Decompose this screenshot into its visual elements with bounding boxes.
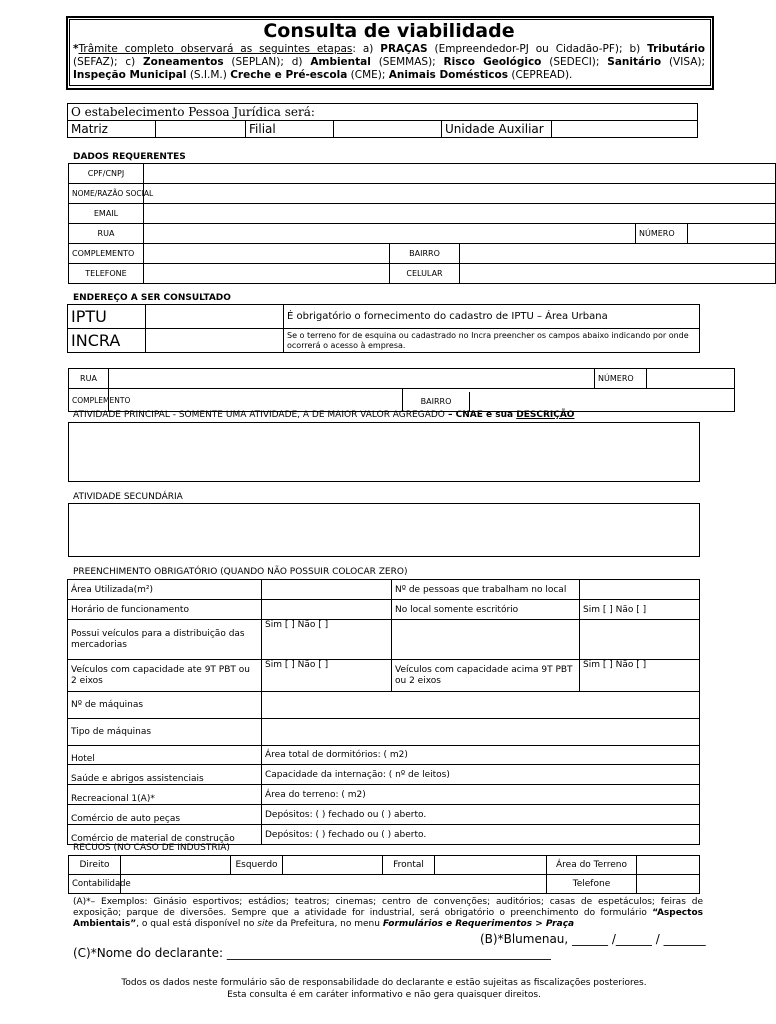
internacao-field[interactable]: Capacidade da internação: ( nº de leitos) — [262, 765, 700, 785]
section-atividade-principal — [73, 410, 574, 420]
veiculos-9t-sim-nao[interactable]: Sim [ ] Não [ ] — [262, 660, 392, 692]
area-utilizada-field[interactable] — [262, 580, 392, 600]
note-text: (SEFAZ); c) — [73, 56, 144, 68]
label-esquerdo: Esquerdo — [231, 856, 283, 875]
label-rua: RUA — [69, 224, 144, 244]
label-cpf-cnpj: CPF/CNPJ — [69, 164, 144, 184]
note-text: (SEDECI); — [541, 56, 608, 68]
unidade-auxiliar-checkbox[interactable] — [552, 121, 698, 138]
label-incra: INCRA — [68, 329, 146, 353]
atividade-secundaria-field[interactable] — [68, 503, 700, 557]
iptu-note: É obrigatório o fornecimento do cadastro de IPTU – Área Urbana — [284, 305, 700, 329]
option-unidade-auxiliar: Unidade Auxiliar — [442, 121, 552, 138]
page-title: Consulta de viabilidade — [263, 20, 515, 42]
label-somente-escritorio: No local somente escritório — [392, 600, 580, 620]
estabelecimento-table — [67, 103, 698, 138]
stage-animais: Animais Domésticos — [388, 69, 509, 81]
label-material-construcao: Comércio de material de construção — [68, 825, 262, 845]
area-terreno-field[interactable]: Área do terreno: ( m2) — [262, 785, 700, 805]
matriz-checkbox[interactable] — [156, 121, 246, 138]
label-area-terreno-recuo: Área do Terreno — [547, 856, 637, 875]
note-text: (Empreendedor-PJ ou Cidadão-PF); b) — [427, 43, 648, 55]
label-possui-veiculos: Possui veículos para a distribuição das mercadorias — [68, 620, 262, 660]
requerentes-table — [68, 163, 776, 284]
note-text: (VISA); — [661, 56, 706, 68]
note-text: (SEPLAN); d) — [223, 56, 311, 68]
section-endereco: ENDEREÇO A SER CONSULTADO — [73, 293, 231, 303]
stage-tributario: Tributário — [647, 43, 705, 55]
note-text: (SEMMAS); — [370, 56, 444, 68]
section-atividade-secundaria: ATIVIDADE SECUNDÁRIA — [73, 492, 183, 502]
depositos-construcao-field[interactable]: Depósitos: ( ) fechado ou ( ) aberto. — [262, 825, 700, 845]
veiculos-sim-nao[interactable]: Sim [ ] Não [ ] — [262, 620, 392, 660]
rua-consulta-field[interactable] — [109, 369, 595, 389]
note-lead: Trâmite completo observará as seguintes etapas — [78, 43, 353, 55]
declarante-name-field[interactable]: (C)*Nome do declarante: ______________________________________________________ — [73, 946, 551, 960]
option-matriz: Matriz — [68, 121, 156, 138]
veiculos-acima-9t-sim-nao[interactable]: Sim [ ] Não [ ] — [580, 660, 700, 692]
email-field[interactable] — [144, 204, 776, 224]
disclaimer-2: Esta consulta é em caráter informativo e não gera quaisquer direitos. — [227, 990, 541, 1000]
label-email: EMAIL — [69, 204, 144, 224]
stage-creche: Creche e Pré-escola — [230, 69, 348, 81]
atividade-principal-label: ATIVIDADE PRINCIPAL - SOMENTE UMA ATIVIDADE, A DE MAIOR VALOR AGREGADO — [73, 410, 445, 420]
veiculos-extra-field-2[interactable] — [580, 620, 700, 660]
footnote-a — [73, 897, 703, 930]
tipo-maquinas-field[interactable] — [262, 719, 700, 746]
label-bairro-consulta: BAIRRO — [403, 392, 470, 411]
incra-field[interactable] — [146, 329, 284, 353]
telefone-field[interactable] — [144, 264, 390, 284]
label-rua-consulta: RUA — [69, 369, 109, 389]
header-note — [73, 43, 705, 82]
label-veiculos-9t: Veículos com capacidade ate 9T PBT ou 2 eixos — [68, 660, 262, 692]
cpf-cnpj-field[interactable] — [144, 164, 776, 184]
num-maquinas-field[interactable] — [262, 692, 700, 719]
option-filial: Filial — [246, 121, 334, 138]
num-pessoas-field[interactable] — [580, 580, 700, 600]
atividade-principal-field[interactable] — [68, 422, 700, 482]
label-iptu: IPTU — [68, 305, 146, 329]
horario-field[interactable] — [262, 600, 392, 620]
celular-field[interactable] — [460, 264, 776, 284]
complemento-consulta-field[interactable] — [109, 389, 403, 412]
label-telefone-contabilidade: Telefone — [547, 875, 637, 894]
contabilidade-field[interactable] — [121, 875, 547, 894]
label-num-maquinas: Nº de máquinas — [68, 692, 262, 719]
label-tipo-maquinas: Tipo de máquinas — [68, 719, 262, 746]
bairro-field[interactable] — [460, 244, 776, 264]
disclaimer-1: Todos os dados neste formulário são de responsabilidade do declarante e estão sujeitas as fiscalizações posteriores. — [121, 978, 647, 988]
label-area-utilizada: Área Utilizada(m²) — [68, 580, 262, 600]
endereco-table — [67, 304, 700, 353]
dormitorios-field[interactable]: Área total de dormitórios: ( m2) — [262, 746, 700, 765]
direito-field[interactable] — [121, 856, 231, 875]
footnote-site: site — [257, 919, 274, 929]
label-numero-consulta: NÚMERO — [595, 369, 647, 389]
label-horario: Horário de funcionamento — [68, 600, 262, 620]
label-hotel: Hotel — [68, 746, 262, 765]
atividade-principal-descricao: DESCRIÇÃO — [516, 410, 575, 420]
filial-checkbox[interactable] — [334, 121, 442, 138]
footnote-menu: Formulários e Requerimentos > Praça — [382, 919, 575, 929]
preenchimento-table — [67, 579, 700, 845]
footnote-text: (A)*– Exemplos: Ginásio esportivos; estádios; teatros; cinemas; centro de convenções; auditórios; casas de espetáculos; feiras de exposição; parque de diversões. Sempre que a atividade for industrial, será obrigatório o preenchimento do formulário — [73, 897, 703, 918]
iptu-field[interactable] — [146, 305, 284, 329]
recuos-table — [68, 855, 700, 894]
note-star: * — [73, 43, 79, 55]
label-autopecas: Comércio de auto peças — [68, 805, 262, 825]
label-direito: Direito — [69, 856, 121, 875]
incra-note: Se o terreno for de esquina ou cadastrado no Incra preencher os campos abaixo indicando por onde ocorrerá o acesso à empresa. — [284, 329, 700, 353]
stage-risco: Risco Geológico — [443, 56, 542, 68]
label-bairro: BAIRRO — [390, 244, 460, 264]
label-telefone: TELEFONE — [69, 264, 144, 284]
label-complemento-consulta: COMPLEMENTO — [69, 389, 109, 412]
telefone-contabilidade-field[interactable] — [637, 875, 700, 894]
note-text: (CME); — [347, 69, 389, 81]
label-celular: CELULAR — [390, 264, 460, 284]
bairro-consulta-cell — [403, 389, 735, 412]
atividade-principal-cnae: – CNAE e sua — [444, 410, 517, 420]
stage-inspecao: Inspeção Municipal — [73, 69, 187, 81]
stage-sanitario: Sanitário — [607, 56, 662, 68]
stage-pracas: PRAÇAS — [380, 43, 428, 55]
numero-consulta-field[interactable] — [647, 369, 735, 389]
nome-field[interactable] — [144, 184, 776, 204]
footnote-aspectos: “Aspectos Ambientais” — [73, 908, 703, 929]
complemento-field[interactable] — [144, 244, 390, 264]
label-frontal: Frontal — [383, 856, 435, 875]
stage-zoneamentos: Zoneamentos — [143, 56, 224, 68]
area-terreno-recuo-field[interactable] — [637, 856, 700, 875]
label-contabilidade: Contabilidade — [69, 875, 121, 894]
note-text: (CEPREAD). — [508, 69, 573, 81]
label-numero: NÚMERO — [636, 224, 688, 244]
depositos-autopecas-field[interactable]: Depósitos: ( ) fechado ou ( ) aberto. — [262, 805, 700, 825]
footnote-text: , o qual está disponível no — [136, 919, 258, 929]
note-text: (S.I.M.) — [186, 69, 231, 81]
veiculos-extra-field[interactable] — [392, 620, 580, 660]
esquerdo-field[interactable] — [283, 856, 383, 875]
section-dados-requerentes: DADOS REQUERENTES — [73, 152, 186, 162]
blumenau-date-field[interactable]: (B)*Blumenau, ______ /______ / _______ — [480, 932, 706, 946]
label-saude: Saúde e abrigos assistenciais — [68, 765, 262, 785]
rua-field[interactable] — [144, 224, 636, 244]
frontal-field[interactable] — [435, 856, 547, 875]
label-recreacional: Recreacional 1(A)* — [68, 785, 262, 805]
escritorio-sim-nao[interactable]: Sim [ ] Não [ ] — [580, 600, 700, 620]
note-text: : a) — [352, 43, 381, 55]
estabelecimento-label: O estabelecimento Pessoa Jurídica será: — [68, 104, 698, 121]
section-preenchimento: PREENCHIMENTO OBRIGATÓRIO (QUANDO NÃO POSSUIR COLOCAR ZERO) — [73, 567, 408, 577]
label-nome: NOME/RAZÃO SOCIAL — [69, 184, 144, 204]
numero-field[interactable] — [688, 224, 776, 244]
section-recuos: RECUOS (NO CASO DE INDUSTRIA) — [73, 843, 230, 853]
footnote-text: da Prefeitura, no menu — [273, 919, 383, 929]
label-complemento: COMPLEMENTO — [69, 244, 144, 264]
label-num-pessoas: Nº de pessoas que trabalham no local — [392, 580, 580, 600]
stage-ambiental: Ambiental — [310, 56, 371, 68]
label-veiculos-acima-9t: Veículos com capacidade acima 9T PBT ou 2 eixos — [392, 660, 580, 692]
endereco-consulta-table — [68, 368, 735, 412]
